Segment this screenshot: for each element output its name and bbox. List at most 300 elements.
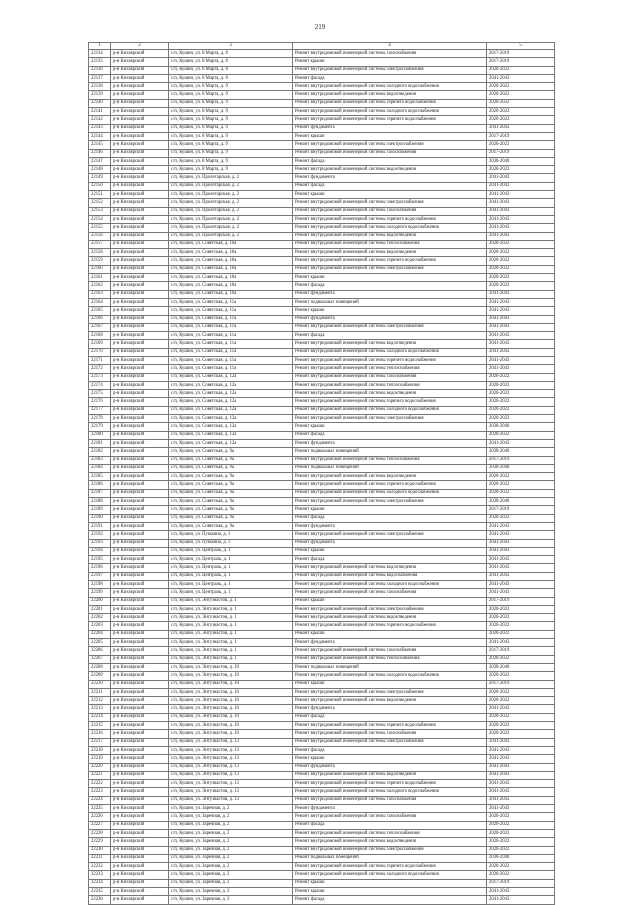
table-cell: 2041-2043: [487, 522, 555, 530]
table-cell: р-н Кизлярский: [111, 182, 169, 190]
table-cell: р-н Кизлярский: [111, 390, 169, 398]
table-row: [89, 224, 555, 232]
table-cell: с/п, Кушин, ул. Советская, д. 9а: [169, 473, 293, 481]
table-row: [89, 340, 555, 348]
table-cell: Ремонт внутридомовой инженерной системы холодного водоснабжения: [293, 581, 487, 589]
table-cell: р-н Кизлярский: [111, 448, 169, 456]
table-cell: Ремонт внутридомовой инженерной системы электроснабжения: [293, 498, 487, 506]
table-cell: р-н Кизлярский: [111, 373, 169, 381]
table-cell: Ремонт внутридомовой инженерной системы электроснабжения: [293, 846, 487, 854]
table-cell: Ремонт внутридомовой инженерной системы теплоснабжения: [293, 381, 487, 389]
table-cell: Ремонт внутридомовой инженерной системы водоотведения: [293, 232, 487, 240]
table-cell: р-н Кизлярский: [111, 91, 169, 99]
table-cell: Ремонт крыши: [293, 506, 487, 514]
table-cell: р-н Кизлярский: [111, 215, 169, 223]
table-cell: 22184: [89, 464, 111, 472]
header-cell: 1: [89, 43, 111, 50]
table-cell: 2020-2022: [487, 838, 555, 846]
table-row: [89, 556, 555, 564]
table-row: [89, 456, 555, 464]
table-row: [89, 688, 555, 696]
table-cell: 2041-2043: [487, 796, 555, 804]
table-cell: 22186: [89, 481, 111, 489]
table-cell: Ремонт внутридомовой инженерной системы водоотведения: [293, 697, 487, 705]
table-row: [89, 240, 555, 248]
table-cell: с/п, Кушин, ул. Централь, д. 1: [169, 547, 293, 555]
table-cell: р-н Кизлярский: [111, 722, 169, 730]
table-row: [89, 249, 555, 257]
table-row: [89, 589, 555, 597]
table-cell: 22161: [89, 274, 111, 282]
table-cell: 22166: [89, 315, 111, 323]
table-cell: Ремонт внутридомовой инженерной системы холодного водоснабжения: [293, 489, 487, 497]
table-cell: Ремонт внутридомовой инженерной системы газоснабжения: [293, 813, 487, 821]
table-cell: с/п, Кушин, ул. 8 Марта, д. 9: [169, 141, 293, 149]
table-cell: с/п, Кушин, ул. 8 Марта, д. 9: [169, 83, 293, 91]
table-cell: р-н Кизлярский: [111, 332, 169, 340]
table-cell: 2017-2019: [487, 58, 555, 66]
table-cell: Ремонт внутридомовой инженерной системы горячего водоснабжения: [293, 99, 487, 107]
table-cell: 22154: [89, 215, 111, 223]
table-cell: 22227: [89, 821, 111, 829]
table-cell: с/п, Кушин, ул. Энтузиастов, д. 1: [169, 614, 293, 622]
table-cell: Ремонт подвальных помещений: [293, 298, 487, 306]
table-cell: р-н Кизлярский: [111, 564, 169, 572]
table-cell: р-н Кизлярский: [111, 224, 169, 232]
table-cell: с/п, Кушин, ул. Советская, д. 11а: [169, 298, 293, 306]
table-cell: 2020-2022: [487, 406, 555, 414]
table-cell: с/п, Кушин, ул. Заречная, д. 3: [169, 887, 293, 895]
table-cell: с/п, Кушин, ул. Энтузиастов, д. 13: [169, 738, 293, 746]
table-cell: р-н Кизлярский: [111, 157, 169, 165]
table-cell: Ремонт фасада: [293, 821, 487, 829]
table-cell: 2017-2019: [487, 680, 555, 688]
table-cell: 2020-2022: [487, 829, 555, 837]
table-cell: р-н Кизлярский: [111, 257, 169, 265]
table-cell: р-н Кизлярский: [111, 415, 169, 423]
table-cell: р-н Кизлярский: [111, 340, 169, 348]
table-cell: Ремонт внутридомовой инженерной системы горячего водоснабжения: [293, 780, 487, 788]
table-cell: с/п, Кушин, ул. Советская, д. 10а: [169, 274, 293, 282]
table-cell: 22229: [89, 838, 111, 846]
table-cell: р-н Кизлярский: [111, 887, 169, 895]
table-row: [89, 265, 555, 273]
table-cell: с/п, Кушин, ул. 8 Марта, д. 9: [169, 157, 293, 165]
table-cell: с/п, Кушин, ул. Советская, д. 11а: [169, 307, 293, 315]
table-cell: с/п, Кушин, ул. Энтузиастов, д. 1: [169, 597, 293, 605]
table-row: [89, 514, 555, 522]
table-row: [89, 390, 555, 398]
table-cell: Ремонт крыши: [293, 755, 487, 763]
table-row: [89, 481, 555, 489]
table-body: [89, 50, 555, 905]
table-cell: Ремонт крыши: [293, 547, 487, 555]
table-cell: 2041-2043: [487, 746, 555, 754]
table-cell: р-н Кизлярский: [111, 630, 169, 638]
table-cell: р-н Кизлярский: [111, 298, 169, 306]
table-cell: 2041-2043: [487, 531, 555, 539]
table-cell: р-н Кизлярский: [111, 672, 169, 680]
table-cell: р-н Кизлярский: [111, 755, 169, 763]
table-cell: с/п, Кушин, ул. Советская, д. 9а: [169, 498, 293, 506]
table-cell: с/п, Кушин, ул. Советская, д. 11а: [169, 340, 293, 348]
table-cell: р-н Кизлярский: [111, 879, 169, 887]
table-cell: Ремонт внутридомовой инженерной системы газоснабжения: [293, 589, 487, 597]
table-cell: р-н Кизлярский: [111, 290, 169, 298]
table-cell: 2020-2022: [487, 473, 555, 481]
table-cell: 2041-2043: [487, 74, 555, 82]
table-cell: 2041-2043: [487, 315, 555, 323]
table-cell: 22223: [89, 788, 111, 796]
header-cell: 4: [293, 43, 487, 50]
table-cell: 2020-2022: [487, 489, 555, 497]
table-row: [89, 348, 555, 356]
table-cell: 2041-2043: [487, 564, 555, 572]
table-cell: 22185: [89, 473, 111, 481]
table-cell: 22230: [89, 846, 111, 854]
table-cell: с/п, Кушин, ул. 8 Марта, д. 9: [169, 108, 293, 116]
table-cell: р-н Кизлярский: [111, 232, 169, 240]
table-row: [89, 191, 555, 199]
table-cell: Ремонт внутридомовой инженерной системы горячего водоснабжения: [293, 481, 487, 489]
table-cell: 22224: [89, 796, 111, 804]
table-cell: с/п, Кушин, ул. Энтузиастов, д. 10: [169, 672, 293, 680]
table-cell: 22134: [89, 50, 111, 58]
table-row: [89, 672, 555, 680]
table-cell: р-н Кизлярский: [111, 581, 169, 589]
table-cell: р-н Кизлярский: [111, 83, 169, 91]
table-cell: 2041-2043: [487, 572, 555, 580]
table-row: [89, 199, 555, 207]
table-cell: Ремонт фасада: [293, 157, 487, 165]
table-cell: 22138: [89, 83, 111, 91]
table-cell: 22159: [89, 257, 111, 265]
table-cell: Ремонт внутридомовой инженерной системы газоснабжения: [293, 207, 487, 215]
table-cell: 22213: [89, 705, 111, 713]
table-cell: Ремонт внутридомовой инженерной системы горячего водоснабжения: [293, 398, 487, 406]
table-cell: Ремонт внутридомовой инженерной системы электроснабжения: [293, 415, 487, 423]
table-cell: 2017-2019: [487, 597, 555, 605]
table-cell: с/п, Кушин, ул. Советская, д. 12а: [169, 381, 293, 389]
table-cell: Ремонт фундамента: [293, 522, 487, 530]
table-cell: 22178: [89, 415, 111, 423]
table-cell: Ремонт внутридомовой инженерной системы водоотведения: [293, 564, 487, 572]
table-cell: Ремонт фундамента: [293, 705, 487, 713]
table-row: [89, 74, 555, 82]
table-row: [89, 315, 555, 323]
table-cell: 22191: [89, 522, 111, 530]
table-cell: 2041-2043: [487, 191, 555, 199]
table-row: [89, 531, 555, 539]
table-cell: с/п, Кушин, ул. 8 Марта, д. 9: [169, 149, 293, 157]
table-cell: 2041-2043: [487, 348, 555, 356]
table-cell: 2020-2022: [487, 846, 555, 854]
table-cell: с/п, Кушин, ул. Заречная, д. 2: [169, 805, 293, 813]
table-cell: р-н Кизлярский: [111, 108, 169, 116]
table-row: [89, 50, 555, 58]
table-cell: 22222: [89, 780, 111, 788]
table-cell: р-н Кизлярский: [111, 365, 169, 373]
table-row: [89, 639, 555, 647]
table-row: [89, 896, 555, 904]
table-row: [89, 282, 555, 290]
table-cell: Ремонт внутридомовой инженерной системы электроснабжения: [293, 688, 487, 696]
table-row: [89, 713, 555, 721]
table-cell: 22226: [89, 813, 111, 821]
table-cell: 2038-2040: [487, 423, 555, 431]
table-cell: р-н Кизлярский: [111, 871, 169, 879]
table-cell: Ремонт внутридомовой инженерной системы газоснабжения: [293, 647, 487, 655]
table-cell: 2020-2022: [487, 381, 555, 389]
table-cell: 22196: [89, 564, 111, 572]
table-cell: р-н Кизлярский: [111, 124, 169, 132]
table-cell: 22234: [89, 879, 111, 887]
table-row: [89, 771, 555, 779]
header-cell: 2: [111, 43, 169, 50]
table-cell: 22192: [89, 531, 111, 539]
table-cell: с/п, Кушин, ул. Пролетарская, д. 2: [169, 232, 293, 240]
table-cell: 2041-2043: [487, 356, 555, 364]
table-row: [89, 489, 555, 497]
table-cell: р-н Кизлярский: [111, 141, 169, 149]
table-cell: Ремонт внутридомовой инженерной системы горячего водоснабжения: [293, 622, 487, 630]
table-cell: с/п, Кушин, ул. Советская, д. 10а: [169, 265, 293, 273]
table-cell: 22190: [89, 514, 111, 522]
table-cell: 22139: [89, 91, 111, 99]
table-cell: Ремонт фундамента: [293, 290, 487, 298]
table-cell: 22172: [89, 365, 111, 373]
table-cell: 2038-2040: [487, 663, 555, 671]
table-cell: с/п, Кушин, ул. Энтузиастов, д. 1: [169, 630, 293, 638]
table-cell: Ремонт фундамента: [293, 805, 487, 813]
table-row: [89, 788, 555, 796]
table-cell: 22208: [89, 663, 111, 671]
table-cell: р-н Кизлярский: [111, 58, 169, 66]
table-cell: 2041-2043: [487, 589, 555, 597]
table-cell: 22218: [89, 746, 111, 754]
table-cell: р-н Кизлярский: [111, 572, 169, 580]
table-cell: 2020-2022: [487, 415, 555, 423]
table-cell: р-н Кизлярский: [111, 249, 169, 257]
table-cell: 2017-2019: [487, 132, 555, 140]
table-cell: Ремонт крыши: [293, 274, 487, 282]
table-cell: Ремонт фундамента: [293, 639, 487, 647]
table-cell: Ремонт крыши: [293, 191, 487, 199]
table-cell: 2041-2043: [487, 547, 555, 555]
table-cell: 2041-2043: [487, 174, 555, 182]
table-cell: 22141: [89, 108, 111, 116]
table-row: [89, 398, 555, 406]
table-cell: с/п, Кушин, ул. Заречная, д. 2: [169, 813, 293, 821]
table-cell: 2020-2022: [487, 398, 555, 406]
table-cell: 22167: [89, 323, 111, 331]
table-cell: р-н Кизлярский: [111, 149, 169, 157]
table-cell: 22187: [89, 489, 111, 497]
table-cell: 2020-2022: [487, 141, 555, 149]
table-cell: 22160: [89, 265, 111, 273]
table-cell: Ремонт внутридомовой инженерной системы электроснабжения: [293, 199, 487, 207]
table-cell: р-н Кизлярский: [111, 356, 169, 364]
table-cell: 22201: [89, 605, 111, 613]
table-row: [89, 522, 555, 530]
table-cell: 22146: [89, 149, 111, 157]
table-cell: Ремонт внутридомовой инженерной системы горячего водоснабжения: [293, 722, 487, 730]
table-cell: с/п, Кушин, ул. Советская, д. 11а: [169, 332, 293, 340]
table-row: [89, 274, 555, 282]
table-cell: Ремонт фасада: [293, 332, 487, 340]
table-cell: 22219: [89, 755, 111, 763]
table-row: [89, 614, 555, 622]
table-row: [89, 498, 555, 506]
table-cell: с/п, Кушин, ул. Советская, д. 9а: [169, 489, 293, 497]
table-row: [89, 722, 555, 730]
table-row: [89, 879, 555, 887]
table-cell: 2038-2040: [487, 448, 555, 456]
table-cell: 22174: [89, 381, 111, 389]
table-cell: Ремонт внутридомовой инженерной системы холодного водоснабжения: [293, 83, 487, 91]
table-cell: р-н Кизлярский: [111, 191, 169, 199]
table-cell: с/п, Кушин, ул. 8 Марта, д. 8: [169, 74, 293, 82]
table-cell: с/п, Кушин, ул. Советская, д. 9а: [169, 522, 293, 530]
table-cell: р-н Кизлярский: [111, 50, 169, 58]
table-row: [89, 680, 555, 688]
table-cell: р-н Кизлярский: [111, 547, 169, 555]
table-cell: Ремонт внутридомовой инженерной системы электроснабжения: [293, 605, 487, 613]
table-cell: р-н Кизлярский: [111, 788, 169, 796]
table-cell: р-н Кизлярский: [111, 398, 169, 406]
table-cell: с/п, Кушин, ул. 8 Марта, д. 8: [169, 50, 293, 58]
table-cell: 22209: [89, 672, 111, 680]
table-row: [89, 581, 555, 589]
table-cell: 22232: [89, 863, 111, 871]
table-cell: 2020-2022: [487, 863, 555, 871]
table-row: [89, 166, 555, 174]
table-cell: 2020-2022: [487, 116, 555, 124]
table-cell: 2020-2022: [487, 240, 555, 248]
table-row: [89, 439, 555, 447]
table-cell: 2020-2022: [487, 514, 555, 522]
table-cell: с/п, Кушин, ул. Энтузиастов, д. 13: [169, 755, 293, 763]
table-cell: Ремонт фасада: [293, 74, 487, 82]
table-cell: 22199: [89, 589, 111, 597]
table-cell: 22147: [89, 157, 111, 165]
table-cell: р-н Кизлярский: [111, 199, 169, 207]
table-cell: р-н Кизлярский: [111, 589, 169, 597]
table-cell: р-н Кизлярский: [111, 896, 169, 904]
table-cell: с/п, Кушин, ул. Советская, д. 10а: [169, 282, 293, 290]
table-cell: р-н Кизлярский: [111, 506, 169, 514]
table-cell: с/п, Кушин, ул. Заречная, д. 2: [169, 829, 293, 837]
table-cell: 22194: [89, 547, 111, 555]
table-cell: р-н Кизлярский: [111, 663, 169, 671]
table-cell: 2041-2043: [487, 780, 555, 788]
table-cell: р-н Кизлярский: [111, 713, 169, 721]
table-cell: с/п, Кушин, ул. 8 Марта, д. 9: [169, 116, 293, 124]
table-cell: 22211: [89, 688, 111, 696]
table-row: [89, 381, 555, 389]
table-cell: р-н Кизлярский: [111, 439, 169, 447]
table-cell: 22188: [89, 498, 111, 506]
table-cell: 22193: [89, 539, 111, 547]
table-cell: р-н Кизлярский: [111, 821, 169, 829]
table-row: [89, 464, 555, 472]
table-cell: с/п, Кушин, ул. Энтузиастов, д. 1: [169, 605, 293, 613]
table-cell: Ремонт внутридомовой инженерной системы водоотведения: [293, 838, 487, 846]
table-cell: 22162: [89, 282, 111, 290]
table-row: [89, 257, 555, 265]
table-cell: Ремонт внутридомовой инженерной системы водоотведения: [293, 473, 487, 481]
table-row: [89, 58, 555, 66]
table-cell: р-н Кизлярский: [111, 489, 169, 497]
table-row: [89, 871, 555, 879]
table-cell: р-н Кизлярский: [111, 763, 169, 771]
table-cell: с/п, Кушин, ул. Советская, д. 9а: [169, 481, 293, 489]
table-cell: р-н Кизлярский: [111, 166, 169, 174]
table-cell: 2020-2022: [487, 672, 555, 680]
table-cell: Ремонт внутридомовой инженерной системы горячего водоснабжения: [293, 215, 487, 223]
table-cell: Ремонт фасада: [293, 713, 487, 721]
table-row: [89, 663, 555, 671]
table-cell: р-н Кизлярский: [111, 207, 169, 215]
table-cell: р-н Кизлярский: [111, 863, 169, 871]
table-cell: с/п, Кушин, ул. Заречная, д. 2: [169, 846, 293, 854]
table-cell: с/п, Кушин, ул. Энтузиастов, д. 10: [169, 688, 293, 696]
table-cell: с/п, Кушин, ул. Советская, д. 12а: [169, 373, 293, 381]
table-row: [89, 207, 555, 215]
table-cell: 22206: [89, 647, 111, 655]
table-cell: с/п, Кушин, ул. Заречная, д. 2: [169, 821, 293, 829]
table-cell: Ремонт крыши: [293, 630, 487, 638]
table-cell: 2017-2019: [487, 149, 555, 157]
header-cell: 3: [169, 43, 293, 50]
table-row: [89, 697, 555, 705]
table-cell: с/п, Кушин, ул. Заречная, д. 2: [169, 879, 293, 887]
table-cell: Ремонт внутридомовой инженерной системы водоснабжения: [293, 572, 487, 580]
table-cell: р-н Кизлярский: [111, 265, 169, 273]
table-cell: с/п, Кушин, ул. Советская, д. 11а: [169, 323, 293, 331]
table-cell: с/п, Кушин, ул. Советская, д. 11а: [169, 365, 293, 373]
table-cell: Ремонт внутридомовой инженерной системы водоотведения: [293, 249, 487, 257]
table-cell: 2041-2043: [487, 207, 555, 215]
table-cell: Ремонт фасада: [293, 182, 487, 190]
table-cell: с/п, Кушин, ул. Пролетарская, д. 2: [169, 191, 293, 199]
table-cell: Ремонт фундамента: [293, 539, 487, 547]
table-cell: с/п, Кушин, ул. Энтузиастов, д. 1: [169, 647, 293, 655]
table-cell: 22217: [89, 738, 111, 746]
table-cell: 2020-2022: [487, 282, 555, 290]
table-cell: р-н Кизлярский: [111, 796, 169, 804]
table-cell: 22221: [89, 771, 111, 779]
table-cell: Ремонт фасада: [293, 556, 487, 564]
table-row: [89, 182, 555, 190]
table-cell: 22200: [89, 597, 111, 605]
table-row: [89, 887, 555, 895]
table-cell: р-н Кизлярский: [111, 174, 169, 182]
table-cell: р-н Кизлярский: [111, 431, 169, 439]
table-row: [89, 506, 555, 514]
table-row: [89, 780, 555, 788]
table-cell: 2020-2022: [487, 481, 555, 489]
table-cell: 2017-2019: [487, 647, 555, 655]
table-cell: с/п, Кушин, ул. Пролетарская, д. 2: [169, 215, 293, 223]
table-row: [89, 124, 555, 132]
table-row: [89, 373, 555, 381]
table-cell: с/п, Кушин, ул. Советская, д. 10а: [169, 290, 293, 298]
table-row: [89, 630, 555, 638]
table-cell: 22150: [89, 182, 111, 190]
table-cell: 2020-2022: [487, 257, 555, 265]
table-cell: с/п, Кушин, ул. Советская, д. 12а: [169, 431, 293, 439]
